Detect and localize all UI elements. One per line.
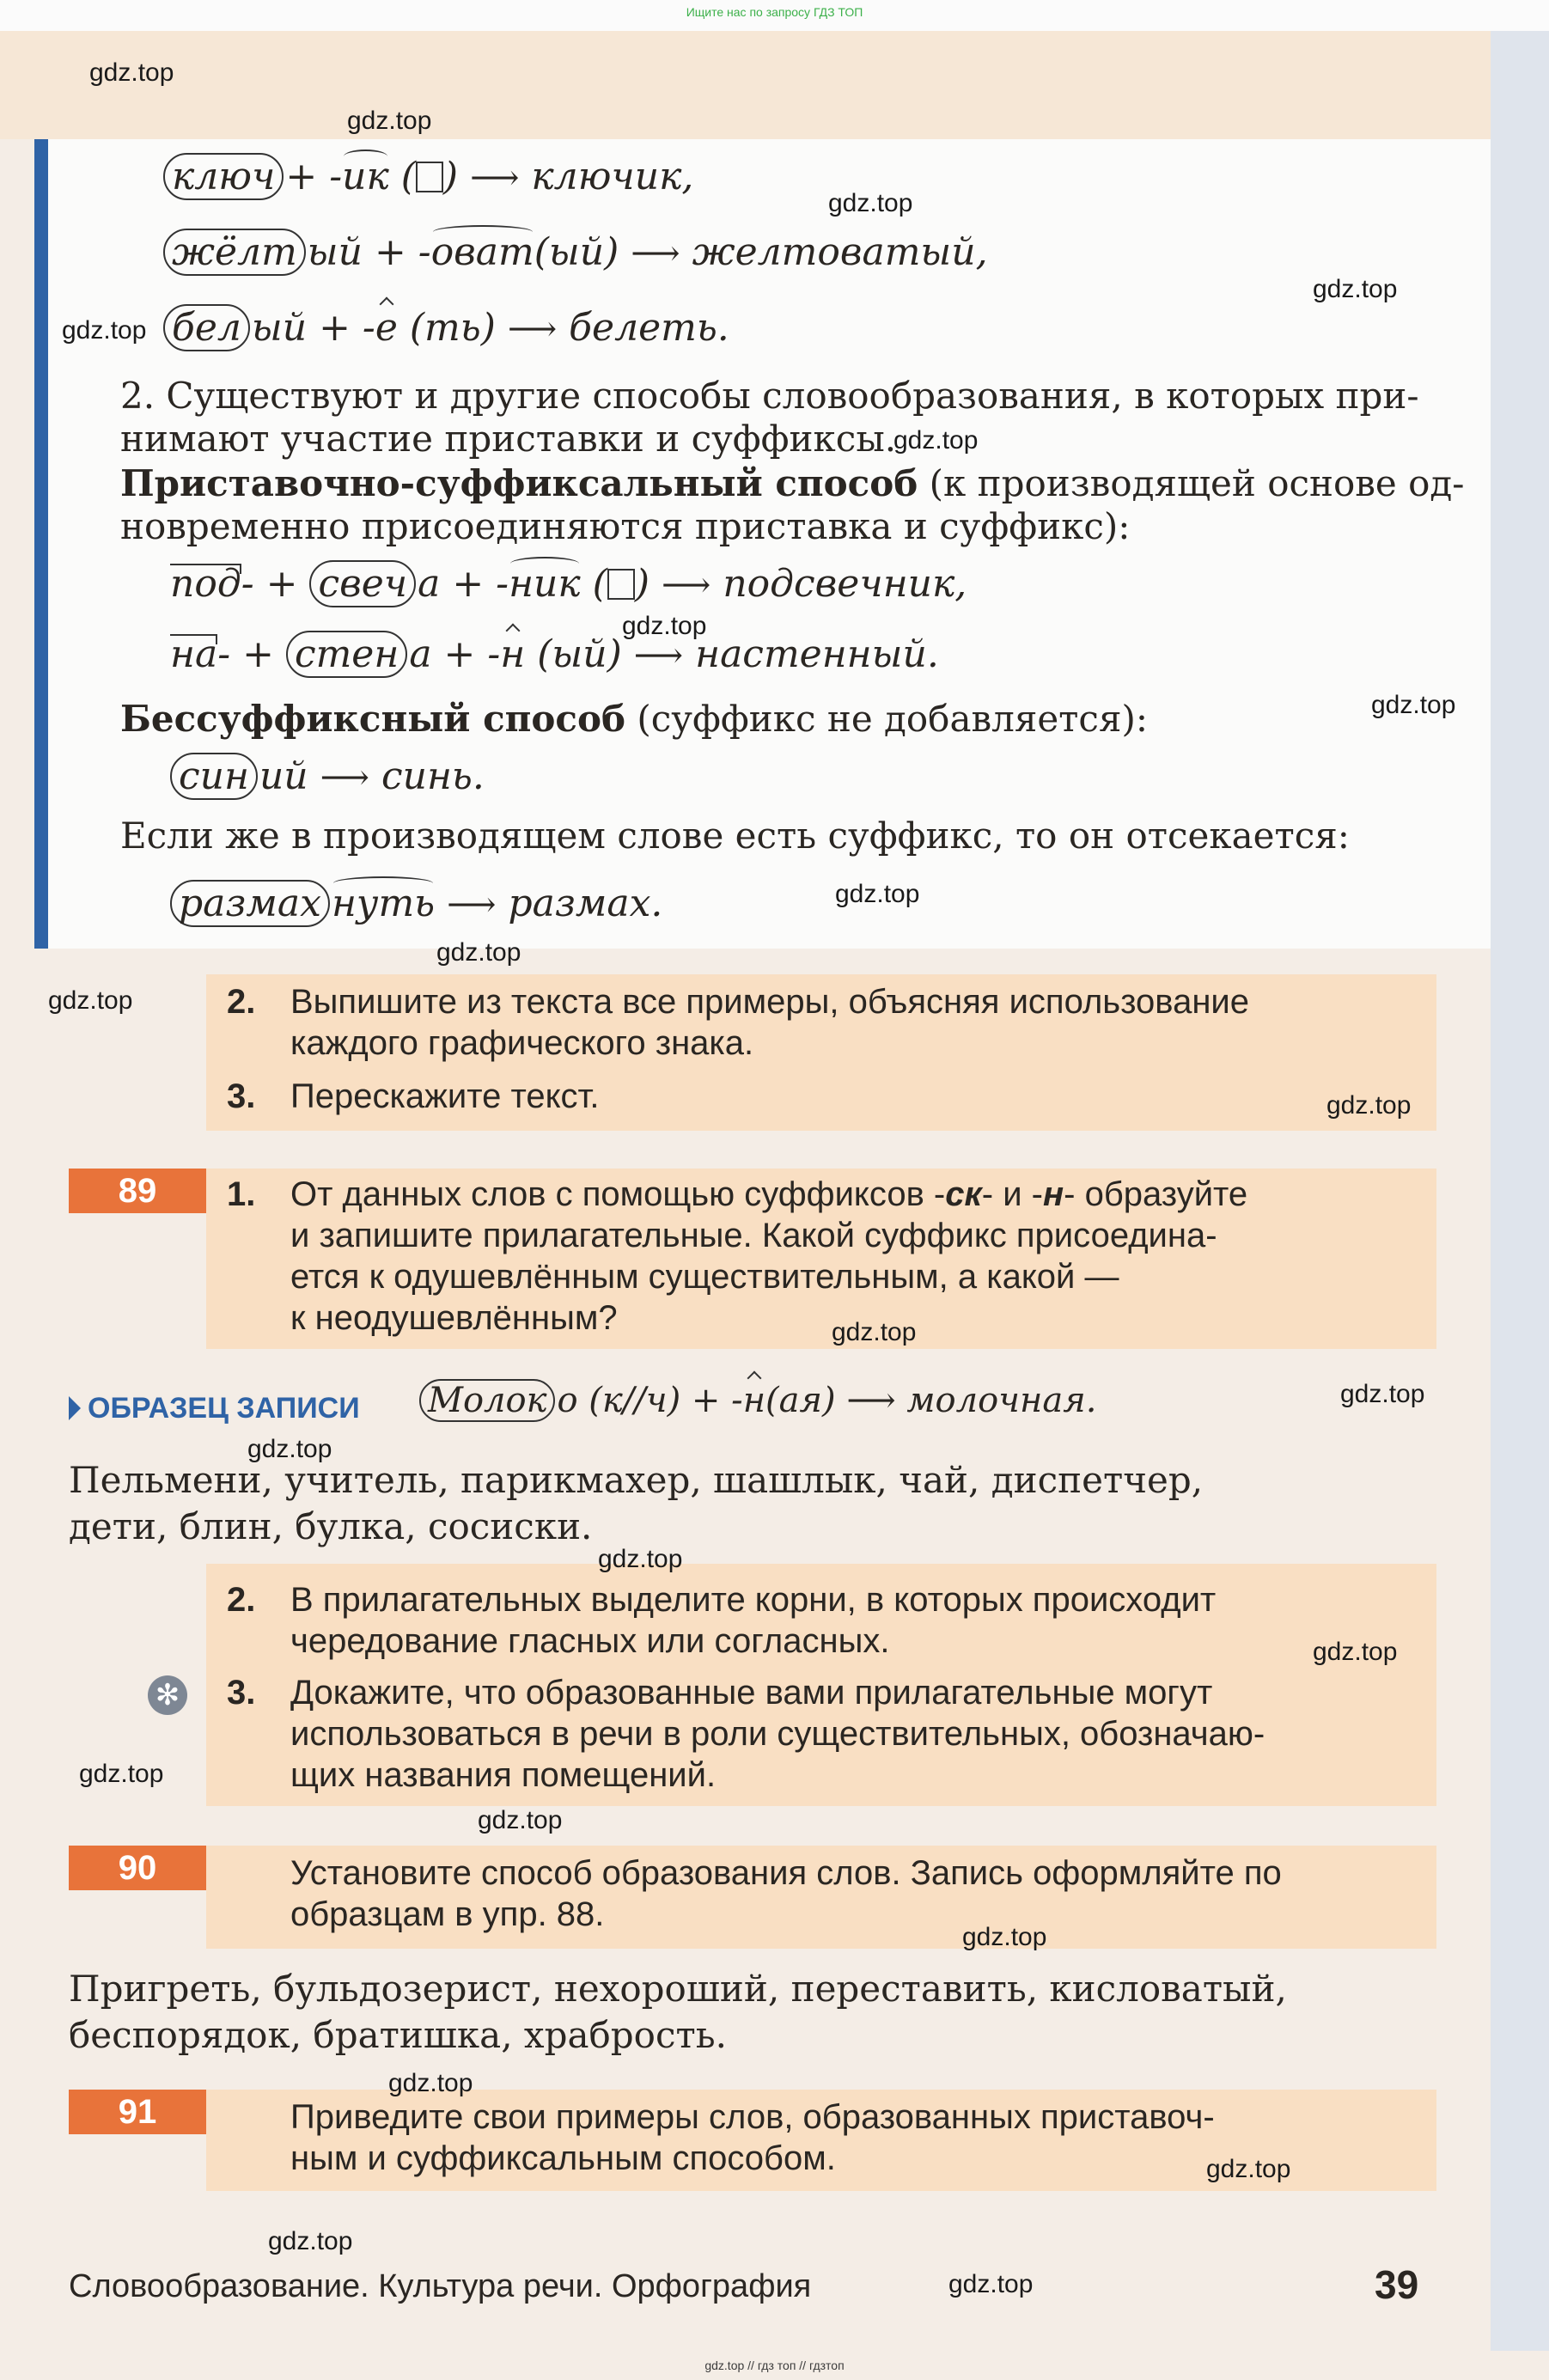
- watermark: gdz.top: [1340, 1380, 1425, 1408]
- arrow-icon: ⟶: [320, 758, 369, 797]
- sample-moloko: Молок о (к//ч) + -н(ая) ⟶ молочная.: [419, 1380, 1096, 1421]
- rule-paragraph-2-line1: 2. Существуют и другие способы словообразования, в которых при-: [120, 375, 1419, 417]
- page-number: 39: [1375, 2262, 1419, 2307]
- exercise-89-words-line2: дети, блин, булка, сосиски.: [69, 1505, 593, 1547]
- watermark: gdz.top: [1206, 2155, 1291, 2183]
- header-band: [0, 31, 1491, 139]
- task-89-number-2: 2.: [227, 1581, 256, 1619]
- watermark: gdz.top: [436, 938, 521, 967]
- arrow-icon: ⟶: [633, 636, 684, 675]
- prefix-suffix-method-line2: новременно присоединяются приставка и суффикс):: [120, 505, 1131, 547]
- rule-bar: [34, 139, 48, 949]
- arrow-icon: ⟶: [507, 309, 558, 349]
- watermark: gdz.top: [62, 316, 147, 345]
- watermark: gdz.top: [948, 2270, 1034, 2298]
- example-kluch: ключ + -ик ( ) ⟶ ключик,: [163, 155, 693, 200]
- watermark: gdz.top: [1313, 275, 1398, 303]
- page-footer-title: Словообразование. Культура речи. Орфография: [69, 2268, 812, 2304]
- watermark: gdz.top: [79, 1760, 164, 1788]
- task-88-item-2: Выпишите из текста все примеры, объясняя использование каждого графического знака.: [290, 983, 1249, 1062]
- task-88-number-2: 2.: [227, 983, 256, 1021]
- exercise-90-badge: 90: [69, 1846, 206, 1890]
- watermark: gdz.top: [347, 107, 432, 135]
- task-89-item-1: От данных слов с помощью суффиксов -ск- и -н- образуйте и запишите прилагательные. Какой суффикс присоедина- ется к одушевлённым существительным, а какой — к неодушевлённым?: [290, 1175, 1248, 1337]
- task-89-item-3: Докажите, что образованные вами прилагательные могут использоваться в речи в роли существительных, обозначаю- щих названия помещений.: [290, 1674, 1265, 1794]
- exercise-90-words-line2: беспорядок, братишка, храбрость.: [69, 2014, 727, 2056]
- watermark: gdz.top: [962, 1923, 1047, 1951]
- exercise-91-badge: 91: [69, 2090, 206, 2134]
- example-nastennyi: на- + стен а + -н (ый) ⟶ настенный.: [170, 632, 939, 676]
- arrow-icon: ⟶: [447, 885, 497, 925]
- watermark: gdz.top: [1313, 1638, 1398, 1666]
- example-zholtyi: жёлт ый + -оват(ый) ⟶ желтоватый,: [163, 230, 988, 276]
- task-88-item-3: Перескажите текст.: [290, 1077, 600, 1115]
- task-90-instruction: Установите способ образования слов. Запись оформляйте по образцам в упр. 88.: [290, 1854, 1282, 1933]
- arrow-icon: ⟶: [846, 1381, 896, 1420]
- watermark: gdz.top: [622, 612, 707, 640]
- watermark: gdz.top: [89, 58, 174, 87]
- top-strip: [0, 0, 1549, 31]
- watermark: gdz.top: [1326, 1091, 1412, 1120]
- arrow-icon: ⟶: [661, 565, 711, 605]
- watermark: gdz.top: [893, 426, 979, 455]
- example-belyi: бел ый + -е (ть) ⟶ белеть.: [163, 306, 729, 351]
- rule-paragraph-2-line2: нимают участие приставки и суффиксы.: [120, 418, 897, 460]
- bottom-note: gdz.top // гдз топ // гдзтоп: [704, 2359, 845, 2372]
- watermark: gdz.top: [268, 2227, 353, 2255]
- exercise-89-badge: 89: [69, 1169, 206, 1213]
- watermark: gdz.top: [247, 1435, 332, 1463]
- watermark: gdz.top: [48, 986, 133, 1015]
- watermark: gdz.top: [835, 880, 920, 908]
- watermark: gdz.top: [388, 2069, 473, 2097]
- watermark: gdz.top: [1371, 691, 1456, 719]
- watermark: gdz.top: [832, 1318, 917, 1346]
- example-podsvechnik: под- + свеч а + -ник ( ) ⟶ подсвечник,: [170, 562, 967, 606]
- sample-label: ОБРАЗЕЦ ЗАПИСИ: [69, 1392, 360, 1425]
- task-88-number-3: 3.: [227, 1077, 256, 1115]
- top-note: Ищите нас по запросу ГДЗ ТОП: [686, 5, 863, 19]
- exercise-89-words-line1: Пельмени, учитель, парикмахер, шашлык, чай, диспетчер,: [69, 1459, 1204, 1501]
- arrow-icon: ⟶: [470, 158, 520, 198]
- watermark: gdz.top: [478, 1806, 563, 1834]
- star-icon: ✻: [148, 1675, 187, 1715]
- suffixless-method: Бессуффиксный способ (суффикс не добавляется):: [120, 698, 1148, 740]
- task-89-number-3: 3.: [227, 1674, 256, 1712]
- task-89-number-1: 1.: [227, 1175, 256, 1213]
- arrow-icon: ⟶: [631, 234, 680, 273]
- watermark: gdz.top: [828, 189, 913, 217]
- suffix-cut-sentence: Если же в производящем слове есть суффикс, то он отсекается:: [120, 815, 1350, 857]
- task-91-instruction: Приведите свои примеры слов, образованных приставоч- ным и суффиксальным способом.: [290, 2098, 1215, 2177]
- task-89-item-2: В прилагательных выделите корни, в которых происходит чередование гласных или согласных.: [290, 1581, 1217, 1660]
- zero-ending-box: [607, 569, 635, 600]
- example-sinii: син ий ⟶ синь.: [170, 754, 485, 800]
- zero-ending-box: [416, 162, 443, 192]
- watermark: gdz.top: [598, 1545, 683, 1573]
- exercise-90-words-line1: Пригреть, бульдозерист, нехороший, переставить, кисловатый,: [69, 1968, 1287, 2010]
- prefix-suffix-method: Приставочно-суффиксальный способ (к производящей основе од-: [120, 462, 1465, 504]
- example-razmakh: размах нуть ⟶ размах.: [170, 882, 662, 927]
